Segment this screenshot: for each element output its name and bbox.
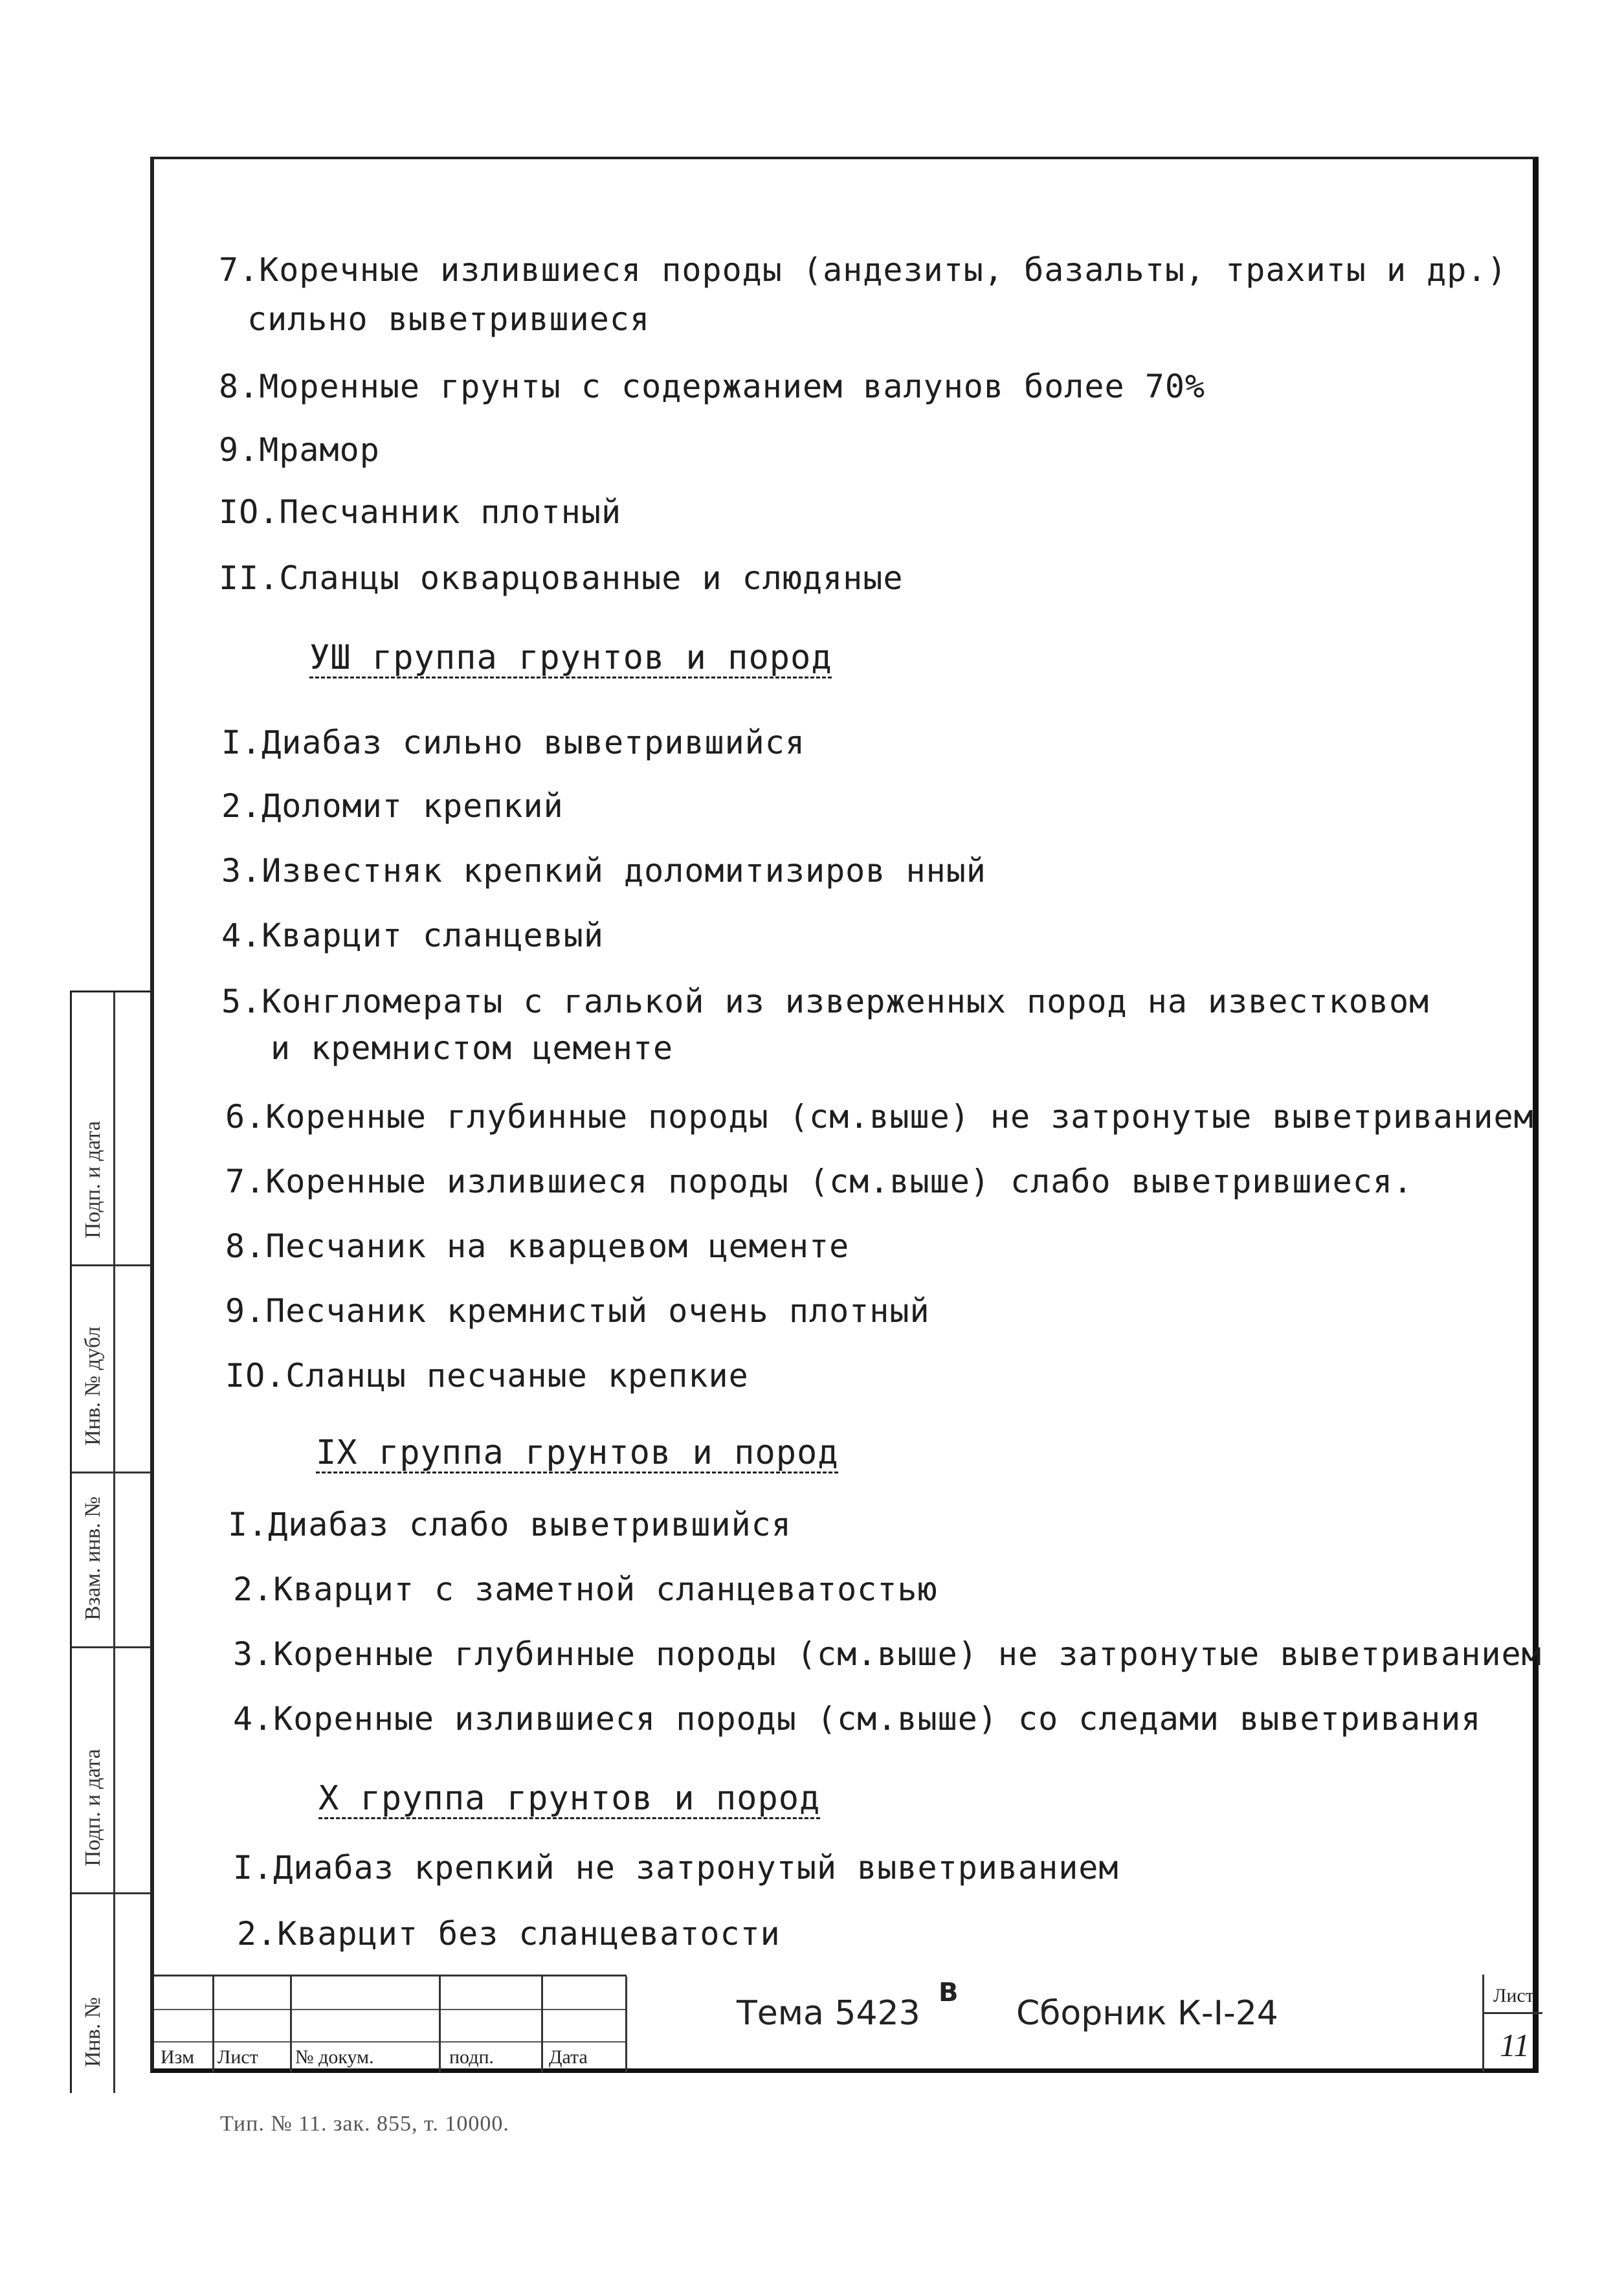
group-heading-8: УШ группа грунтов и пород [309, 638, 832, 677]
col-podp: подп. [449, 2046, 495, 2068]
list-item-a-2: 9.Мрамор [219, 431, 380, 469]
col-list: Лист [217, 2046, 258, 2068]
list-item-c-2: 3.Коренные глубинные породы (см.выше) не затронутые выветриванием [233, 1635, 1542, 1673]
list-item-a-1: 8.Моренные грунты с содержанием валунов более 70% [219, 368, 1206, 405]
title-block-col-line-2 [290, 1976, 292, 2072]
list-item-a-0: 7.Коречные излившиеся породы (андезиты, базальты, трахиты и др.) [219, 251, 1507, 289]
list-item-b-0: I.Диабаз сильно выветрившийся [221, 724, 805, 761]
list-item-d-0: I.Диабаз крепкий не затронутый выветриванием [233, 1849, 1119, 1887]
col-izm: Изм [161, 2046, 195, 2068]
side-label-podp-data-2: Подп. и дата [81, 1749, 105, 1866]
tema-label: Тема 5423 [737, 1994, 920, 2033]
side-label-vzam-inv: Взам. инв. № [81, 1496, 105, 1620]
side-label-podp-data-1: Подп. и дата [81, 1121, 105, 1238]
list-item-c-1: 2.Кварцит с заметной сланцеватостью [233, 1571, 938, 1608]
list-item-b-1: 2.Доломит крепкий [221, 787, 564, 825]
side-stamp [70, 991, 151, 2093]
col-data: Дата [549, 2046, 588, 2068]
list-item-c-0: I.Диабаз слабо выветрившийся [228, 1506, 792, 1543]
col-doc: № докум. [295, 2046, 374, 2068]
list-item-a-4: II.Сланцы окварцованные и слюдяные [219, 559, 904, 597]
side-label-inv-podl: Инв. № [81, 1997, 105, 2067]
list-item-b-5: 6.Коренные глубинные породы (см.выше) не затронутые выветриванием [225, 1098, 1534, 1136]
sbornik-label: Сборник К-I-24 [1016, 1994, 1278, 2033]
list-item-b-8: 9.Песчаник кремнистый очень плотный [225, 1292, 930, 1330]
title-block-table [154, 1975, 627, 2072]
list-item-b-4: 5.Конгломераты с галькой из изверженных пород на известковом [221, 983, 1430, 1020]
list-item-b-4-cont: и кремнистом цементе [271, 1029, 674, 1067]
group-heading-10: Х группа грунтов и пород [318, 1779, 821, 1818]
sheet-number: 11 [1500, 2027, 1530, 2063]
list-item-b-7: 8.Песчаник на кварцевом цементе [225, 1227, 850, 1265]
list-item-b-3: 4.Кварцит сланцевый [221, 917, 604, 954]
list-item-a-3: IO.Песчанник плотный [219, 493, 622, 531]
list-item-b-2: 3.Известняк крепкий доломитизиров нный [221, 852, 986, 890]
sheet-number-box [1482, 1975, 1542, 2072]
sheet-label: Лист [1493, 1985, 1534, 2006]
title-block-row-line-1 [154, 2009, 627, 2010]
side-label-inv-dubl: Инв. № дубл [81, 1326, 105, 1446]
sheet-box-divider [1484, 2012, 1542, 2014]
list-item-d-1: 2.Кварцит без сланцеватости [237, 1915, 781, 1953]
title-block-col-line-1 [212, 1976, 214, 2072]
title-block-col-line-3 [439, 1976, 441, 2072]
title-block-col-line-5 [625, 1976, 627, 2072]
list-item-b-9: IO.Сланцы песчаные крепкие [225, 1357, 749, 1394]
tema-superscript: В [939, 1978, 959, 2008]
list-item-c-3: 4.Коренные излившиеся породы (см.выше) со следами выветривания [233, 1700, 1482, 1738]
list-item-a-0-cont: сильно выветрившиеся [247, 300, 651, 338]
title-block-row-line-2 [154, 2041, 627, 2043]
title-block-col-line-4 [541, 1976, 543, 2072]
list-item-b-6: 7.Коренные излившиеся породы (см.выше) слабо выветрившиеся. [225, 1163, 1414, 1200]
group-heading-9: IX группа грунтов и пород [316, 1433, 839, 1472]
print-info: Тип. № 11. зак. 855, т. 10000. [220, 2112, 509, 2136]
